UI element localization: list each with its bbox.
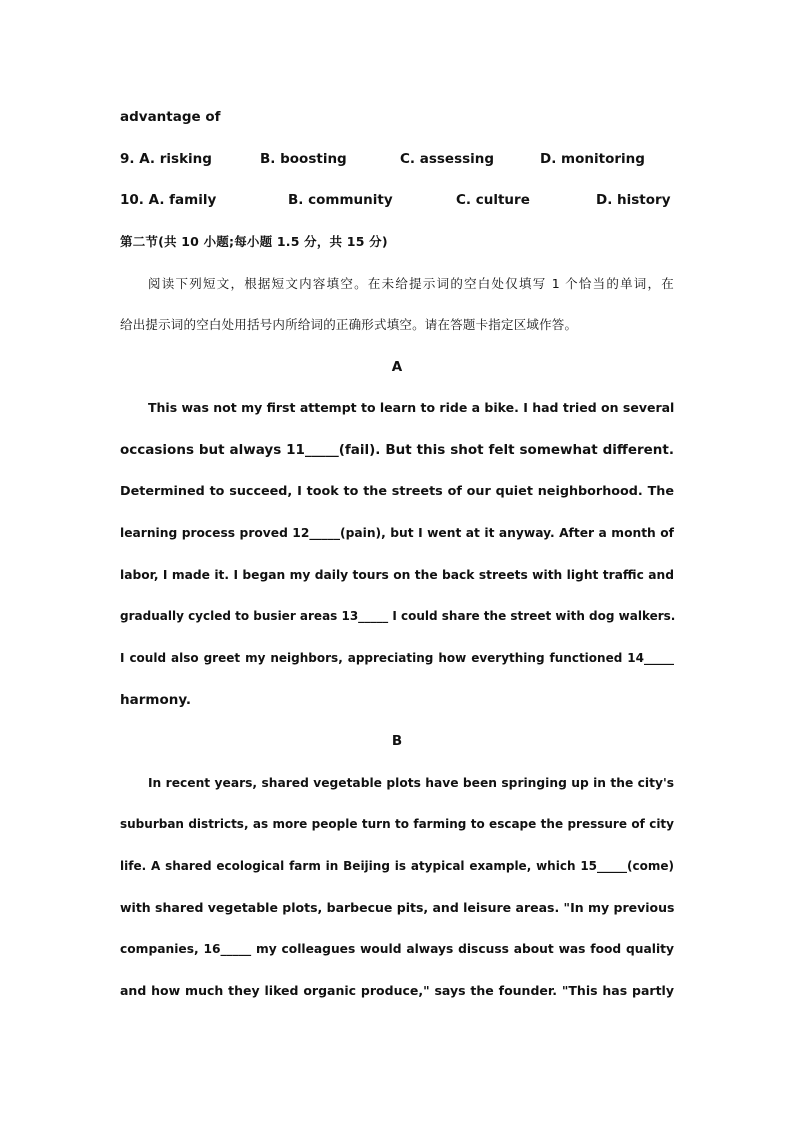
passage-b-line-2: suburban districts, as more people turn to farming to escape the pressure of city [120, 817, 674, 831]
passage-a-line-4: learning process proved 12_____(pain), but I went at it anyway. After a month of [120, 526, 674, 540]
passage-b-line-1: In recent years, shared vegetable plots have been springing up in the city's [148, 776, 674, 790]
instructions-line-2: 给出提示词的空白处用括号内所给词的正确形式填空。请在答题卡指定区域作答。 [120, 317, 578, 332]
passage-a-line-2: occasions but always 11_____(fail). But this shot felt somewhat different. [120, 442, 674, 458]
passage-b-line-4: with shared vegetable plots, barbecue pits, and leisure areas. "In my previous [120, 900, 675, 915]
passage-a-label: A [391, 359, 403, 375]
passage-b-line-6: and how much they liked organic produce," says the founder. "This has partly [120, 983, 674, 998]
passage-a-line-6: gradually cycled to busier areas 13_____ I could share the street with dog walkers. [120, 609, 676, 623]
passage-b-line-3: life. A shared ecological farm in Beijing is atypical example, which 15_____(come) [120, 859, 674, 873]
question-9-option-b: B. boosting [260, 151, 347, 167]
passage-a-line-8: harmony. [120, 692, 192, 708]
question-9-option-d: D. monitoring [540, 151, 645, 167]
question-10-option-c: C. culture [456, 192, 530, 208]
passage-a-line-3: Determined to succeed, I took to the streets of our quiet neighborhood. The [120, 484, 674, 499]
question-10-option-d: D. history [596, 192, 671, 208]
passage-a-line-7: I could also greet my neighbors, appreciating how everything functioned 14_____ [120, 651, 674, 665]
passage-a-line-5: labor, I made it. I began my daily tours on the back streets with light traffic and [120, 568, 674, 582]
question-9-option-c: C. assessing [400, 151, 495, 167]
section-heading: 第二节(共 10 小题;每小题 1.5 分，共 15 分) [120, 234, 388, 249]
question-10-option-b: B. community [288, 192, 393, 208]
continuation-text: advantage of [120, 109, 221, 125]
question-9-option-a: 9. A. risking [120, 151, 212, 167]
passage-b-line-5: companies, 16_____ my colleagues would always discuss about was food quality [120, 942, 674, 956]
passage-a-line-1: This was not my first attempt to learn to ride a bike. I had tried on several [148, 400, 675, 415]
passage-b-label: B [391, 733, 403, 749]
question-10-option-a: 10. A. family [120, 192, 217, 208]
instructions-line-1: 阅读下列短文，根据短文内容填空。在未给提示词的空白处仅填写 1 个恰当的单词，在 [148, 276, 674, 291]
